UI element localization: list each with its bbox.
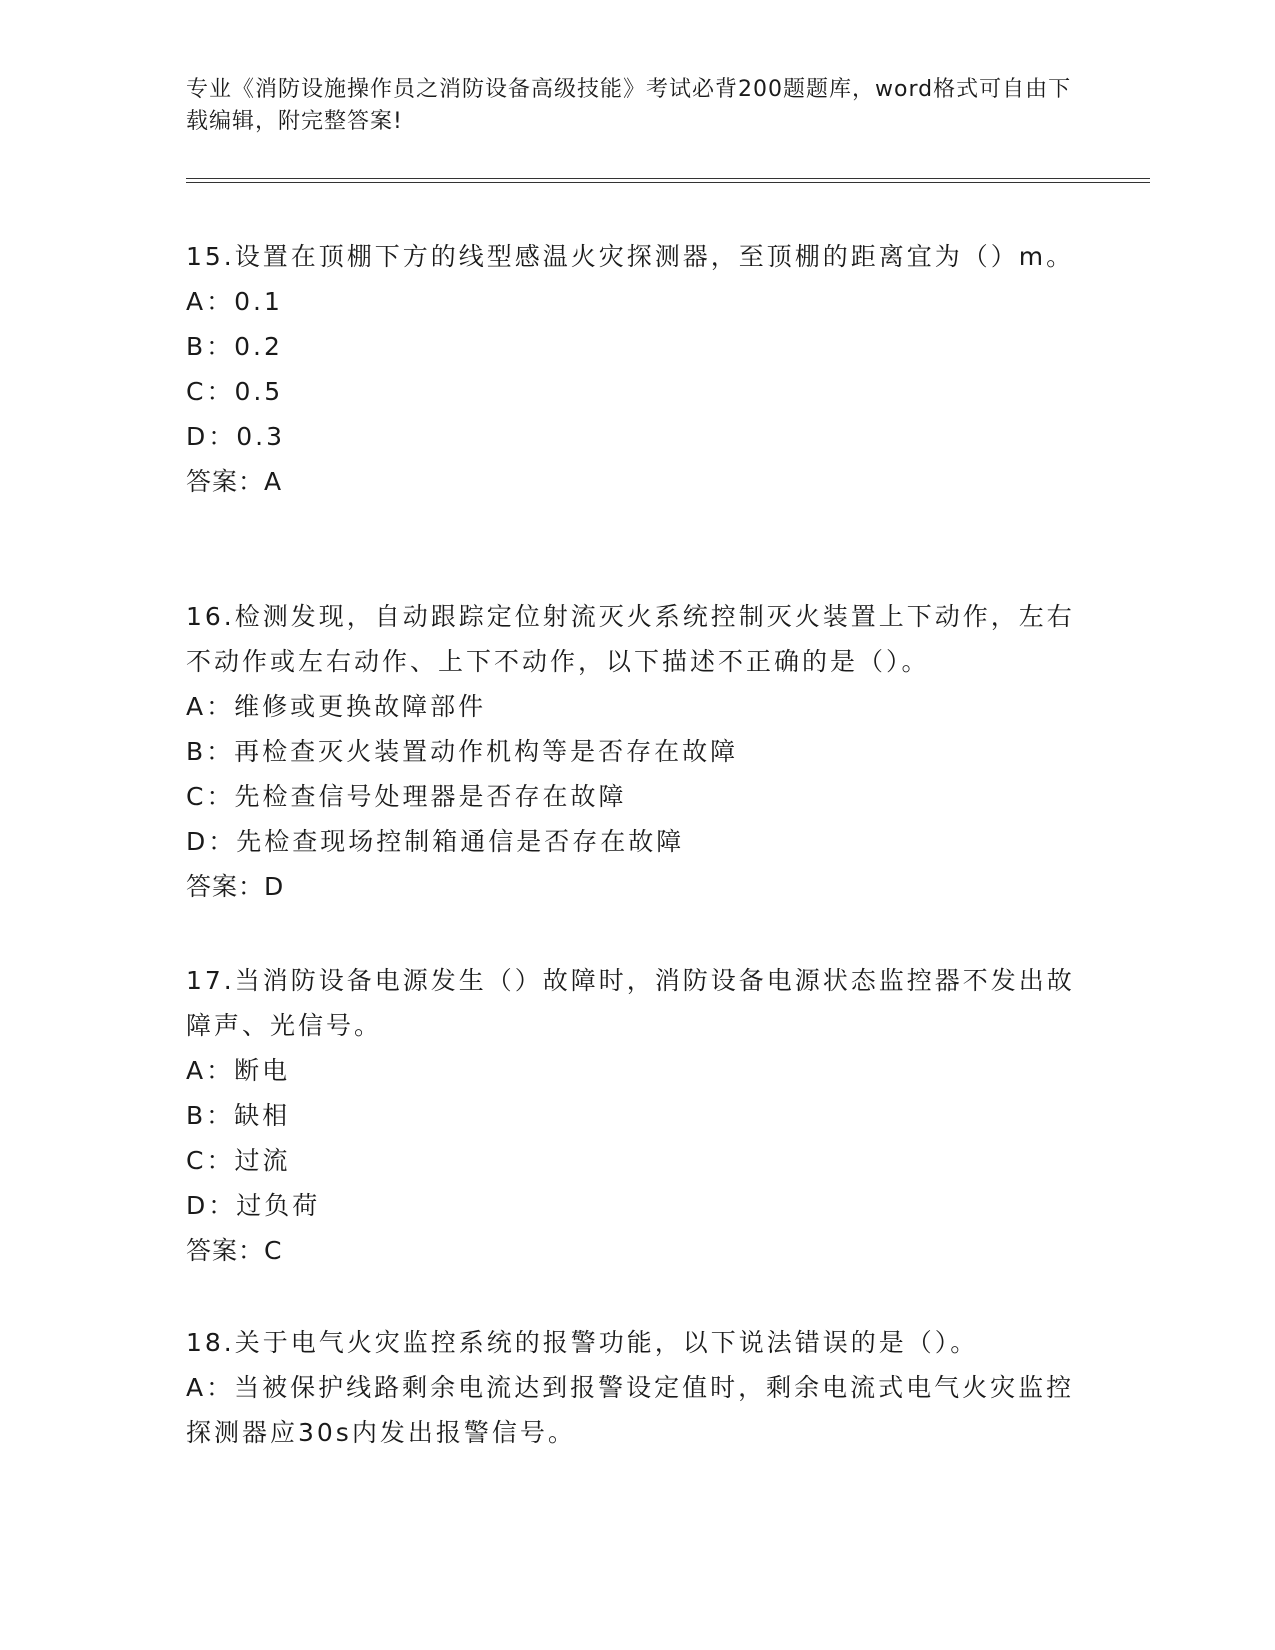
answer-line: 答案：A (186, 467, 283, 496)
question-17 (186, 958, 1076, 1273)
header-divider-bottom (186, 182, 1150, 183)
option-d: D：0.3 (186, 422, 286, 451)
option-d: D：先检查现场控制箱通信是否存在故障 (186, 827, 685, 856)
option-c: C：过流 (186, 1146, 291, 1175)
answer-line: 答案：C (186, 1236, 283, 1265)
option-b: B：0.2 (186, 332, 283, 361)
option-b: B：缺相 (186, 1101, 291, 1130)
header-divider-top (186, 178, 1150, 179)
option-c: C：先检查信号处理器是否存在故障 (186, 782, 627, 811)
option-a: A：断电 (186, 1056, 291, 1085)
option-d: D：过负荷 (186, 1191, 321, 1220)
option-a: A：当被保护线路剩余电流达到报警设定值时，剩余电流式电气火灾监控探测器应30s内发出报警信号。 (186, 1373, 1075, 1447)
question-18 (186, 1320, 1076, 1455)
option-a: A：维修或更换故障部件 (186, 692, 487, 721)
question-16 (186, 594, 1076, 909)
question-15 (186, 234, 1076, 504)
question-stem: 16.检测发现，自动跟踪定位射流灭火系统控制灭火装置上下动作，左右不动作或左右动作、上下不动作，以下描述不正确的是（）。 (186, 602, 1075, 676)
question-stem: 18.关于电气火灾监控系统的报警功能，以下说法错误的是（）。 (186, 1328, 979, 1357)
option-a: A：0.1 (186, 287, 283, 316)
document-header: 专业《消防设施操作员之消防设备高级技能》考试必背200题题库，word格式可自由下载编辑，附完整答案! (186, 77, 1072, 134)
option-c: C：0.5 (186, 377, 284, 406)
option-b: B：再检查灭火装置动作机构等是否存在故障 (186, 737, 739, 766)
question-stem: 15.设置在顶棚下方的线型感温火灾探测器，至顶棚的距离宜为（）m。 (186, 242, 1075, 271)
question-stem: 17.当消防设备电源发生（）故障时，消防设备电源状态监控器不发出故障声、光信号。 (186, 966, 1075, 1040)
answer-line: 答案：D (186, 872, 285, 901)
